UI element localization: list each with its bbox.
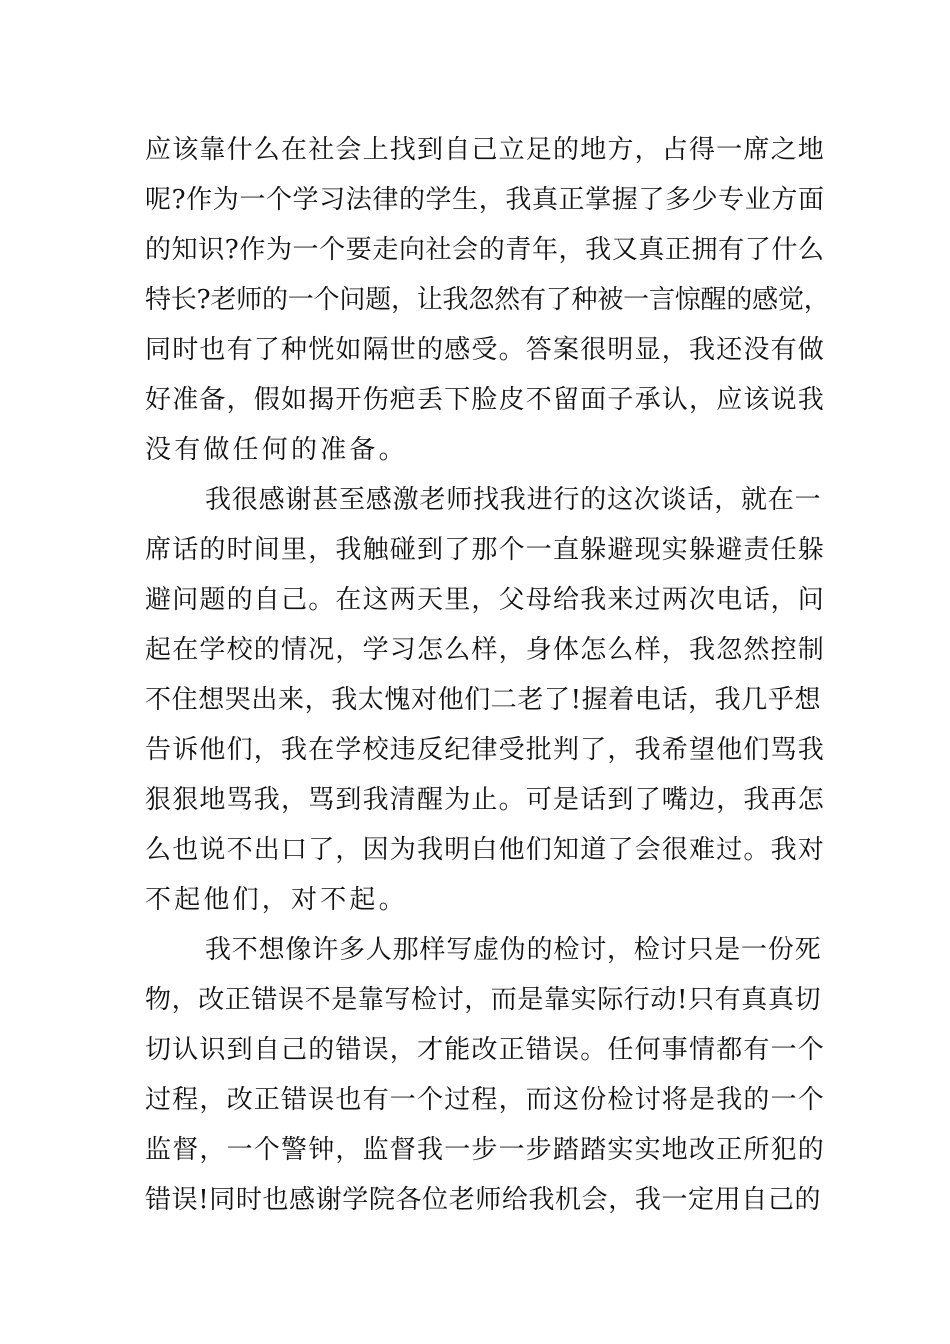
paragraph-1	[145, 125, 830, 475]
text-line: 避问题的自己。在这两天里，父母给我来过两次电话，问	[145, 585, 826, 615]
text-line: 切认识到自己的错误，才能改正错误。任何事情都有一个	[145, 1035, 826, 1065]
paragraph-3	[145, 925, 825, 1225]
text-line: 不住想哭出来，我太愧对他们二老了!握着电话，我几乎想	[145, 685, 822, 715]
text-line: 我不想像许多人那样写虚伪的检讨，检讨只是一份死	[205, 935, 822, 965]
text-line: 的知识?作为一个要走向社会的青年，我又真正拥有了什么	[145, 235, 825, 265]
text-line: 同时也有了种恍如隔世的感受。答案很明显，我还没有做	[145, 335, 826, 365]
text-line: 好准备，假如揭开伤疤丢下脸皮不留面子承认，应该说我	[145, 385, 826, 415]
text-line: 么也说不出口了，因为我明白他们知道了会很难过。我对	[145, 835, 826, 865]
text-line: 不起他们，对不起。	[145, 885, 408, 915]
text-line: 没有做任何的准备。	[145, 435, 408, 465]
document-body	[145, 125, 830, 1225]
text-line: 应该靠什么在社会上找到自己立足的地方，占得一席之地	[145, 135, 826, 165]
text-line: 物，改正错误不是靠写检讨，而是靠实际行动!只有真真切	[145, 985, 822, 1015]
text-line: 错误!同时也感谢学院各位老师给我机会，我一定用自己的	[145, 1185, 822, 1215]
text-line: 过程，改正错误也有一个过程，而这份检讨将是我的一个	[145, 1085, 826, 1115]
text-line: 狠狠地骂我，骂到我清醒为止。可是话到了嘴边，我再怎	[145, 785, 826, 815]
text-line: 特长?老师的一个问题，让我忽然有了种被一言惊醒的感觉，	[145, 285, 830, 315]
text-line: 席话的时间里，我触碰到了那个一直躲避现实躲避责任躲	[145, 535, 826, 565]
text-line: 告诉他们，我在学校违反纪律受批判了，我希望他们骂我	[145, 735, 826, 765]
text-line: 呢?作为一个学习法律的学生，我真正掌握了多少专业方面	[145, 185, 825, 215]
paragraph-2	[145, 475, 825, 925]
text-line: 起在学校的情况，学习怎么样，身体怎么样，我忽然控制	[145, 635, 826, 665]
text-line: 我很感谢甚至感激老师找我进行的这次谈话，就在一	[205, 485, 822, 515]
text-line: 监督，一个警钟，监督我一步一步踏踏实实地改正所犯的	[145, 1135, 826, 1165]
